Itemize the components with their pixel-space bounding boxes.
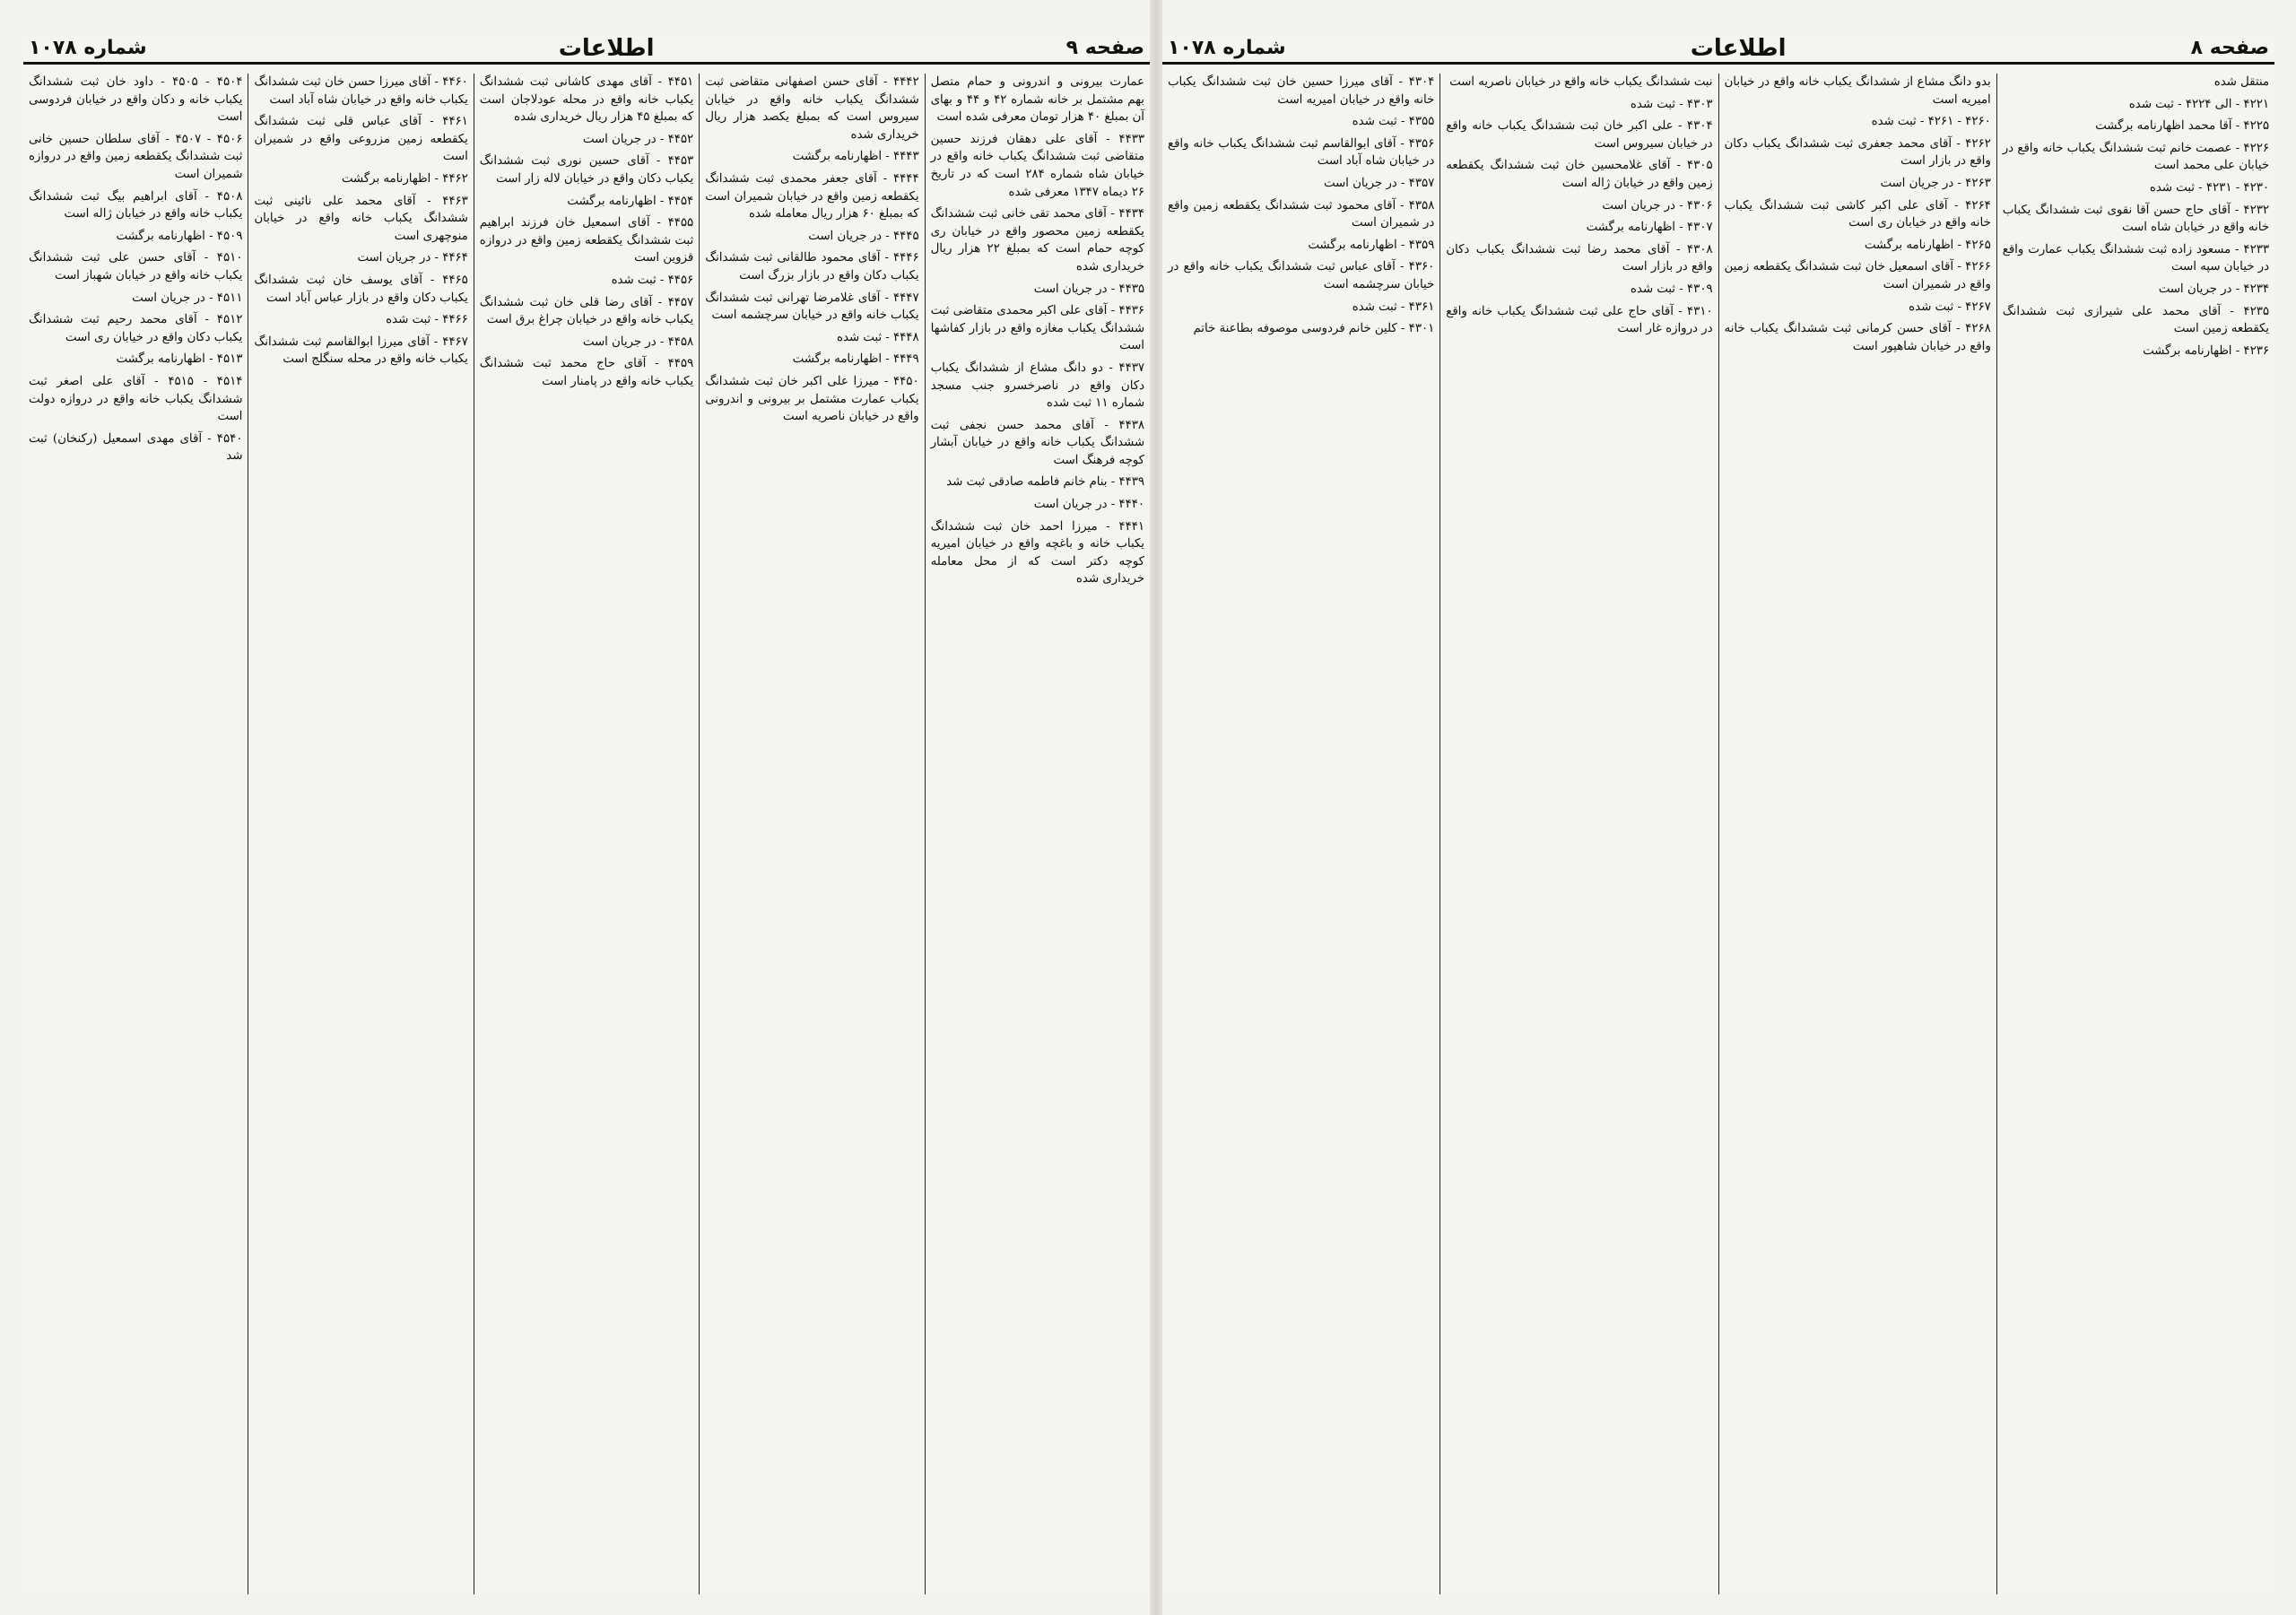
notice-entry: ۴۴۶۲ - اظهارنامه برگشت: [341, 171, 468, 186]
notice-entry: ۴۴۶۴ - در جریان است: [357, 251, 468, 265]
notice-entry: ۴۴۴۸ - ثبت شده: [836, 330, 919, 344]
notice-entry: ۴۴۴۶ - آقای محمود طالقانی ثبت ششدانگ یکباب دکان واقع در بازار بزرگ است: [705, 251, 919, 282]
page-number: صفحه ۹: [1065, 37, 1144, 59]
right-page: [1162, 34, 2274, 1594]
notice-entry: ۴۴۵۹ - آقای حاج محمد ثبت ششدانگ یکباب خانه واقع در پامنار است: [479, 357, 694, 388]
notice-entry: ۴۵۱۳ - اظهارنامه برگشت: [116, 352, 243, 367]
notice-entry: ۴۴۶۷ - آقای میرزا ابوالقاسم ثبت ششدانگ یکباب خانه واقع در محله سنگلج است: [254, 334, 468, 367]
notice-entry: ۴۵۱۰ - آقای حسن علی ثبت ششدانگ یکباب خانه واقع در خیابان شهباز است: [28, 251, 243, 282]
page-header: [23, 34, 1150, 65]
notice-entry: ۴۲۳۴ - در جریان است: [2158, 282, 2269, 296]
notice-entry: ۴۵۴۰ - آقای مهدی اسمعیل (رکنخان) ثبت شد: [28, 431, 243, 464]
notice-entry: ۴۴۴۷ - آقای غلامرضا تهرانی ثبت ششدانگ یکباب خانه واقع در خیابان سرچشمه است: [705, 291, 919, 323]
notice-entry: نبت ششدانگ یکباب خانه واقع در خیابان ناصریه است: [1449, 75, 1713, 89]
column: [925, 74, 1150, 1594]
notice-entry: ۴۴۶۶ - ثبت شده: [386, 313, 468, 327]
notice-entry: ۴۳۰۸ - آقای محمد رضا ثبت ششدانگ یکباب دکان واقع در بازار است: [1446, 242, 1713, 274]
notice-entry: ۴۴۳۳ - آقای علی دهقان فرزند حسین متقاضی ثبت ششدانگ یکباب خانه واقع در خیابان شاه شماره ۲۸۴ است که در تاریخ ۲۶ دیماه ۱۳۴۷ معرفی شده: [930, 132, 1144, 199]
notice-entry: ۴۳۶۰ - آقای عباس ثبت ششدانگ یکباب خانه واقع در خیابان سرچشمه است: [1168, 260, 1435, 291]
notice-entry: ۴۴۵۴ - اظهارنامه برگشت: [567, 194, 694, 208]
notice-entry: ۴۳۰۵ - آقای غلامحسین خان ثبت ششدانگ یکقطعه زمین واقع در خیابان ژاله است: [1446, 159, 1713, 190]
notice-entry: ۴۴۴۹ - اظهارنامه برگشت: [792, 352, 919, 367]
notice-entry: بدو دانگ مشاع از ششدانگ یکباب خانه واقع در خیابان امیریه است: [1724, 75, 1991, 107]
notice-entry: ۴۴۵۱ - آقای مهدی کاشانی ثبت ششدانگ یکباب خانه واقع در محله عودلاجان است که بمبلغ ۴۵ هزار ریال خریداری شده: [479, 75, 694, 125]
notice-entry: ۴۳۵۵ - ثبت شده: [1352, 115, 1435, 129]
column: [23, 74, 248, 1594]
left-page: [23, 34, 1150, 1594]
notice-entry: ۴۵۱۴ - ۴۵۱۵ - آقای علی اصغر ثبت ششدانگ یکباب خانه واقع در دروازه دولت است: [28, 374, 243, 424]
notice-entry: ۴۳۰۱ - کلین خانم فردوسی موصوفه بطاعنة خاتم: [1193, 322, 1435, 336]
notice-entry: ۴۳۵۶ - آقای ابوالقاسم ثبت ششدانگ یکباب خانه واقع در خیابان شاه آباد است: [1168, 136, 1435, 169]
masthead: اطلاعات: [1690, 34, 1787, 62]
column: [1162, 74, 1439, 1594]
notice-entry: ۴۲۶۴ - آقای علی اکبر کاشی ثبت ششدانگ یکباب خانه واقع در خیابان ری است: [1724, 198, 1991, 230]
notice-entry: ۴۴۴۵ - در جریان است: [808, 229, 919, 243]
notice-entry: ۴۲۳۳ - مسعود زاده ثبت ششدانگ یکباب عمارت واقع در خیابان سپه است: [2002, 242, 2269, 274]
notice-entry: منتقل شده: [2213, 75, 2269, 89]
notice-entry: ۴۴۵۸ - در جریان است: [582, 334, 694, 349]
notice-entry: ۴۲۶۳ - در جریان است: [1880, 176, 1991, 190]
notice-entry: ۴۴۳۴ - آقای محمد تقی خانی ثبت ششدانگ یکقطعه زمین محصور واقع در خیابان ری کوچه حمام است که بمبلغ ۲۲ هزار ریال خریداری شده: [930, 207, 1144, 274]
notice-entry: ۴۴۶۳ - آقای محمد علی نائینی ثبت ششدانگ یکباب خانه واقع در خیابان منوچهری است: [254, 194, 468, 243]
notice-entry: ۴۴۵۳ - آقای حسین نوری ثبت ششدانگ یکباب دکان واقع در خیابان لاله زار است: [479, 154, 694, 186]
page-header: [1162, 34, 2274, 65]
notice-entry: ۴۴۴۰ - در جریان است: [1033, 498, 1144, 512]
notice-entry: ۴۳۰۷ - اظهارنامه برگشت: [1586, 221, 1713, 235]
notice-entry: ۴۴۴۳ - اظهارنامه برگشت: [792, 150, 919, 164]
notice-entry: ۴۳۰۳ - ثبت شده: [1630, 97, 1713, 111]
columns: [1162, 74, 2274, 1594]
notice-entry: ۴۲۶۰ - ۴۲۶۱ - ثبت شده: [1871, 115, 1991, 129]
notice-entry: ۴۲۳۲ - آقای حاج حسن آقا نقوی ثبت ششدانگ یکباب خانه واقع در خیابان شاه است: [2002, 203, 2269, 235]
notice-entry: ۴۲۶۵ - اظهارنامه برگشت: [1864, 238, 1991, 252]
notice-entry: ۴۳۰۹ - ثبت شده: [1630, 282, 1713, 296]
notice-entry: ۴۲۲۱ - الی ۴۲۲۴ - ثبت شده: [2128, 97, 2269, 111]
column: [699, 74, 924, 1594]
notice-entry: ۴۳۶۱ - ثبت شده: [1352, 300, 1435, 314]
notice-entry: ۴۴۳۶ - آقای علی اکبر محمدی متقاضی ثبت ششدانگ یکباب مغازه واقع در بازار کفاشها است: [930, 304, 1144, 353]
notice-entry: ۴۴۴۴ - آقای جعفر محمدی ثبت ششدانگ یکقطعه زمین واقع در خیابان شمیران است که بمبلغ ۶۰ هزار ریال معامله شده: [705, 171, 919, 221]
notice-entry: ۴۴۵۰ - میرزا علی اکبر خان ثبت ششدانگ یکباب عمارت مشتمل بر بیرونی و اندرونی واقع در خیابان ناصریه است: [705, 374, 919, 424]
notice-entry: ۴۵۰۹ - اظهارنامه برگشت: [116, 229, 243, 243]
notice-entry: ۴۴۴۱ - میرزا احمد خان ثبت ششدانگ یکباب خانه و باغچه واقع در خیابان امیریه کوچه دکتر است که از محل معامله خریداری شده: [930, 519, 1144, 586]
column: [1718, 74, 1996, 1594]
notice-entry: ۴۲۶۲ - آقای محمد جعفری ثبت ششدانگ یکباب دکان واقع در بازار است: [1724, 136, 1991, 169]
page-number: صفحه ۸: [2190, 37, 2269, 59]
notice-entry: ۴۴۶۰ - آقای میرزا حسن خان ثبت ششدانگ یکباب خانه واقع در خیابان شاه آباد است: [254, 75, 468, 107]
notice-entry: ۴۴۶۱ - آقای عباس قلی ثبت ششدانگ یکقطعه زمین مزروعی واقع در شمیران است: [254, 115, 468, 164]
notice-entry: ۴۵۰۸ - آقای ابراهیم بیگ ثبت ششدانگ یکباب خانه واقع در خیابان ژاله است: [28, 189, 243, 221]
issue-number: شماره ۱۰۷۸: [29, 37, 147, 59]
notice-entry: ۴۴۳۵ - در جریان است: [1033, 282, 1144, 296]
notice-entry: ۴۳۵۹ - اظهارنامه برگشت: [1308, 238, 1435, 252]
notice-entry: ۴۳۰۶ - در جریان است: [1602, 198, 1713, 213]
notice-entry: ۴۳۵۷ - در جریان است: [1323, 176, 1435, 190]
notice-entry: ۴۴۴۲ - آقای حسن اصفهانی متقاضی ثبت ششدانگ یکباب خانه واقع در خیابان سیروس است که بمبلغ یکصد هزار ریال خریداری شده: [705, 75, 919, 142]
column: [1439, 74, 1718, 1594]
notice-entry: ۴۴۵۲ - در جریان است: [582, 132, 694, 146]
notice-entry: ۴۳۰۴ - علی اکبر خان ثبت ششدانگ یکباب خانه واقع در خیابان سیروس است: [1446, 119, 1713, 151]
column: [1996, 74, 2274, 1594]
notice-entry: ۴۵۰۶ - ۴۵۰۷ - آقای سلطان حسین خانی ثبت ششدانگ یکقطعه زمین واقع در دروازه شمیران است: [28, 132, 243, 181]
notice-entry: ۴۲۶۶ - آقای اسمعیل خان ثبت ششدانگ یکقطعه زمین واقع در شمیران است: [1724, 260, 1991, 291]
column: [248, 74, 473, 1594]
notice-entry: ۴۵۰۴ - ۴۵۰۵ - داود خان ثبت ششدانگ یکباب خانه و دکان واقع در خیابان فردوسی است: [28, 75, 243, 125]
notice-entry: ۴۴۵۷ - آقای رضا قلی خان ثبت ششدانگ یکباب خانه واقع در خیابان چراغ برق است: [479, 295, 694, 327]
column: [474, 74, 699, 1594]
columns: [23, 74, 1150, 1594]
masthead: اطلاعات: [558, 34, 655, 62]
notice-entry: ۴۳۵۸ - آقای محمود ثبت ششدانگ یکقطعه زمین واقع در شمیران است: [1168, 198, 1435, 230]
notice-entry: ۴۲۶۸ - آقای حسن کرمانی ثبت ششدانگ یکباب خانه واقع در خیابان شاهپور است: [1724, 322, 1991, 353]
notice-entry: ۴۳۰۴ - آقای میرزا حسین خان ثبت ششدانگ یکباب خانه واقع در خیابان امیریه است: [1168, 75, 1435, 107]
notice-entry: ۴۲۳۵ - آقای محمد علی شیرازی ثبت ششدانگ یکقطعه زمین است: [2002, 304, 2269, 336]
page-gutter: [1150, 0, 1162, 1615]
notice-entry: عمارت بیرونی و اندرونی و حمام متصل بهم مشتمل بر خانه شماره ۴۲ و ۴۴ و بهای آن بمبلغ ۴۰ هزار تومان معرفی شده است: [930, 75, 1144, 125]
notice-entry: ۴۴۳۸ - آقای محمد حسن نجفی ثبت ششدانگ یکباب خانه واقع در خیابان آبشار کوچه فرهنگ است: [930, 418, 1144, 467]
notice-entry: ۴۴۵۵ - آقای اسمعیل خان فرزند ابراهیم ثبت ششدانگ یکقطعه زمین واقع در دروازه قزوین است: [479, 216, 694, 265]
notice-entry: ۴۴۳۷ - دو دانگ مشاع از ششدانگ یکباب دکان واقع در ناصرخسرو جنب مسجد شماره ۱۱ ثبت شده: [930, 360, 1144, 411]
notice-entry: ۴۳۱۰ - آقای حاج علی ثبت ششدانگ یکباب خانه واقع در دروازه غار است: [1446, 304, 1713, 336]
notice-entry: ۴۲۳۰ - ۴۲۳۱ - ثبت شده: [2149, 180, 2269, 195]
notice-entry: ۴۴۳۹ - بنام خانم فاطمه صادقی ثبت شد: [946, 475, 1144, 490]
notice-entry: ۴۵۱۲ - آقای محمد رحیم ثبت ششدانگ یکباب دکان واقع در خیابان ری است: [28, 313, 243, 344]
notice-entry: ۴۲۲۵ - آقا محمد اظهارنامه برگشت: [2095, 119, 2269, 134]
notice-entry: ۴۵۱۱ - در جریان است: [132, 291, 243, 305]
notice-entry: ۴۴۶۵ - آقای یوسف خان ثبت ششدانگ یکباب دکان واقع در بازار عباس آباد است: [254, 273, 468, 305]
notice-entry: ۴۴۵۶ - ثبت شده: [611, 273, 694, 287]
notice-entry: ۴۲۳۶ - اظهارنامه برگشت: [2143, 343, 2269, 358]
notice-entry: ۴۲۶۷ - ثبت شده: [1909, 300, 1991, 314]
notice-entry: ۴۲۲۶ - عصمت خانم ثبت ششدانگ یکباب خانه واقع در خیابان علی محمد است: [2002, 141, 2269, 173]
issue-number: شماره ۱۰۷۸: [1168, 37, 1286, 59]
